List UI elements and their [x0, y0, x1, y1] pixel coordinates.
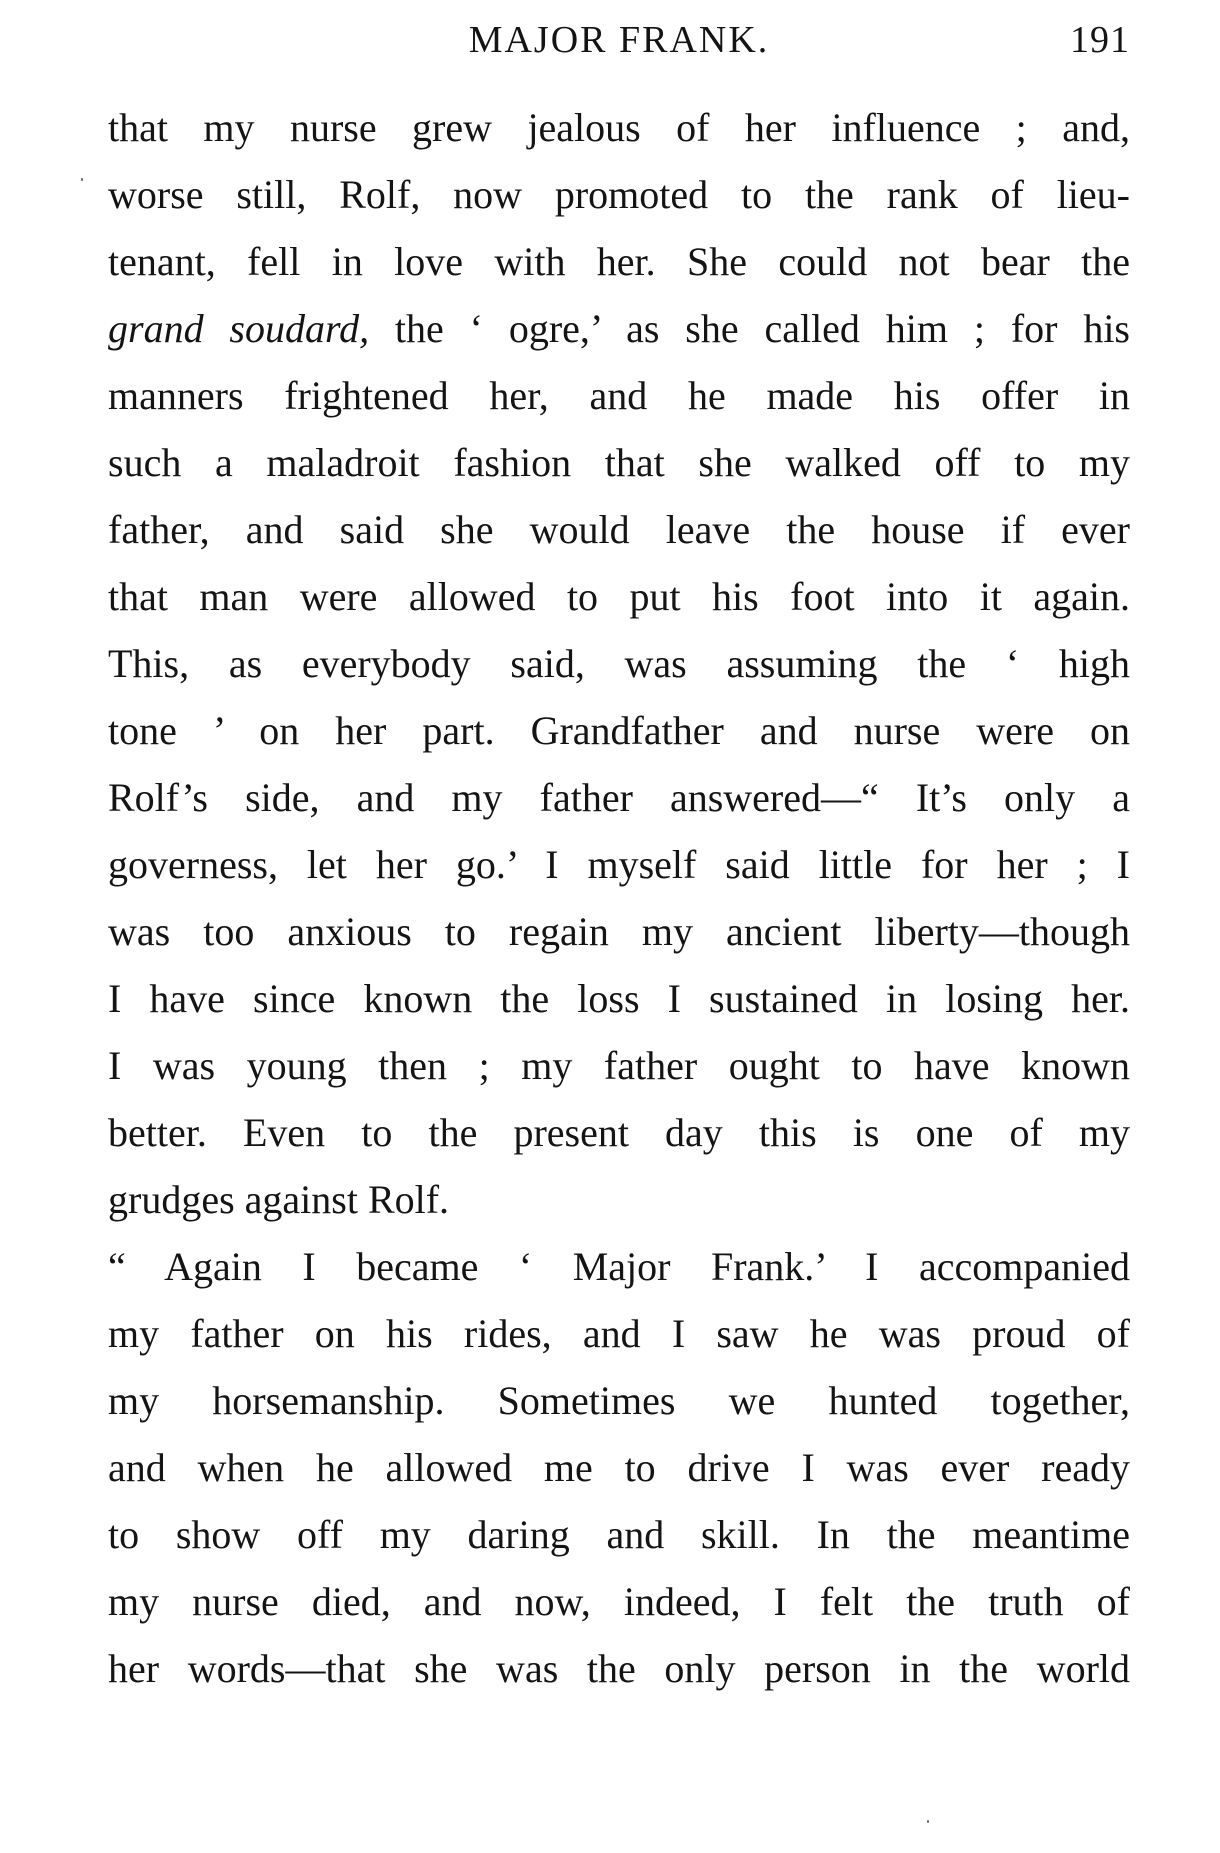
- text-line: and when he allowed me to drive I was ever ready: [108, 1445, 1130, 1490]
- paragraph-1: [108, 94, 1130, 1233]
- text-line: my nurse died, and now, indeed, I felt the truth of: [108, 1579, 1130, 1624]
- text-line: such a maladroit fashion that she walked off to my: [108, 440, 1130, 485]
- text-line: father, and said she would leave the house if ever: [108, 507, 1130, 552]
- text-line: was too anxious to regain my ancient liberty—though: [108, 909, 1130, 954]
- text-line: [108, 295, 1130, 362]
- running-head: [108, 18, 1130, 68]
- text-line: to show off my daring and skill. In the meantime: [108, 1512, 1130, 1557]
- text-line: Rolf’s side, and my father answered—“ It’s only a: [108, 775, 1130, 820]
- text-line: worse still, Rolf, now promoted to the rank of lieu-: [108, 172, 1130, 217]
- line-rest: the ‘ ogre,’ as she called him ; for his: [369, 306, 1131, 351]
- running-title: MAJOR FRANK.: [468, 19, 770, 61]
- print-speck: [927, 1820, 929, 1823]
- text-line: manners frightened her, and he made his offer in: [108, 373, 1130, 418]
- text-line: grudges against Rolf.: [108, 1177, 450, 1222]
- text-line: tenant, fell in love with her. She could not bear the: [108, 239, 1130, 284]
- text-line: my father on his rides, and I saw he was proud of: [108, 1311, 1130, 1356]
- italic-phrase: grand soudard,: [108, 306, 370, 351]
- text-line: tone ’ on her part. Grandfather and nurse were on: [108, 708, 1130, 753]
- print-speck: [81, 178, 83, 181]
- text-line: that my nurse grew jealous of her influence ; and,: [108, 105, 1130, 150]
- text-line: I have since known the loss I sustained in losing her.: [108, 976, 1130, 1021]
- text-line: my horsemanship. Sometimes we hunted together,: [108, 1378, 1130, 1423]
- text-line: This, as everybody said, was assuming the ‘ high: [108, 641, 1130, 686]
- text-line: better. Even to the present day this is one of my: [108, 1110, 1130, 1155]
- paragraph-2: [108, 1233, 1130, 1702]
- text-line: governess, let her go.’ I myself said little for her ; I: [108, 842, 1130, 887]
- text-line: her words—that she was the only person in the world: [108, 1646, 1130, 1691]
- body-text: [108, 94, 1130, 1702]
- text-line: I was young then ; my father ought to have known: [108, 1043, 1130, 1088]
- text-line: “ Again I became ‘ Major Frank.’ I accompanied: [108, 1244, 1130, 1289]
- page-number: 191: [1070, 19, 1130, 61]
- text-line: that man were allowed to put his foot into it again.: [108, 574, 1130, 619]
